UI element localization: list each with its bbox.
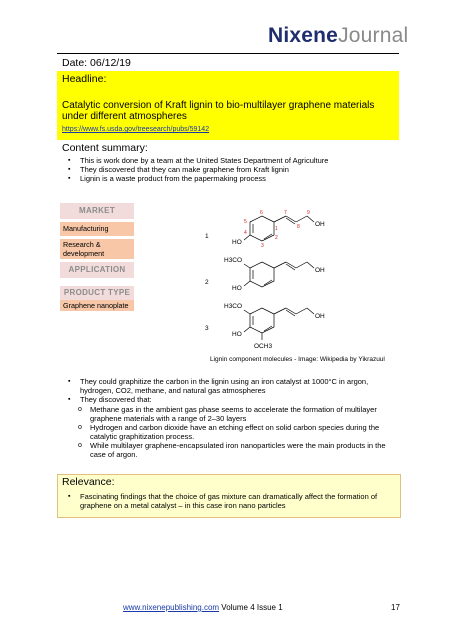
ring-number: 1	[275, 226, 278, 232]
list-item: ▪ This is work done by a team at the United States Department of Agriculture	[58, 156, 398, 165]
market-item: Manufacturing	[60, 222, 134, 236]
list-item: ▪ They discovered that they can make graphene from Kraft lignin	[58, 165, 398, 174]
list-item: ▪ Fascinating findings that the choice of gas mixture can dramatically affect the formation of graphene on a metal catalyst – in this case iron nano particles	[58, 492, 394, 510]
footer-link[interactable]: www.nixenepublishing.com	[123, 603, 220, 612]
footer-issue: Volume 4 Issue 1	[221, 603, 283, 612]
atom-label: OH	[315, 267, 325, 274]
figure-number: 2	[205, 279, 209, 286]
figure-number: 3	[205, 325, 209, 332]
market-heading: MARKET	[60, 203, 134, 219]
summary-bullets	[58, 156, 398, 183]
atom-label: HO	[232, 239, 242, 246]
atom-label: HO	[232, 331, 242, 338]
market-item: Research & development	[60, 239, 134, 259]
figure-caption: Lignin component molecules - Image: Wikipedia by Yikrazuul	[210, 356, 385, 363]
logo-brand: Nixene	[268, 24, 339, 47]
atom-label: HO	[232, 285, 242, 292]
ring-number: 5	[244, 219, 247, 225]
product-item: Graphene nanoplate	[60, 300, 134, 311]
footer	[123, 603, 283, 612]
atom-label: H3CO	[224, 303, 243, 310]
source-link[interactable]: https://www.fs.usda.gov/treesearch/pubs/59142	[62, 126, 210, 133]
lignin-molecules-figure	[200, 210, 350, 358]
list-item: o Hydrogen and carbon dioxide have an etching effect on solid carbon species during the catalytic graphitization process.	[58, 423, 398, 441]
headline-label: Headline:	[62, 73, 107, 85]
ring-number: 2	[275, 235, 278, 241]
sidebar	[60, 203, 134, 311]
list-item: ▪ They could graphitize the carbon in the lignin using an iron catalyst at 1000°C in argon, hydrogen, CO2, methane, and natural gas atmospheres	[58, 377, 398, 395]
content-summary-heading: Content summary:	[62, 142, 148, 154]
page-number: 17	[391, 603, 400, 612]
findings-bullets	[58, 377, 398, 404]
atom-label: H3CO	[224, 257, 243, 264]
relevance-bullets	[58, 492, 394, 510]
atom-label: OCH3	[254, 343, 273, 350]
ring-number: 4	[244, 230, 247, 236]
findings-sub-bullets	[58, 405, 398, 459]
application-heading: APPLICATION	[60, 262, 134, 278]
atom-label: OH	[315, 313, 325, 320]
figure-number: 1	[205, 233, 209, 240]
ring-number: 6	[260, 210, 263, 216]
atom-label: OH	[315, 221, 325, 228]
ring-number: 7	[284, 210, 287, 216]
ring-number: 8	[297, 224, 300, 230]
headline-title: Catalytic conversion of Kraft lignin to bio-multilayer graphene materials under different atmospheres	[62, 100, 375, 122]
list-item: o While multilayer graphene-encapsulated iron nanoparticles were the main products in the case of argon.	[58, 441, 398, 459]
logo-sub: Journal	[338, 24, 409, 47]
list-item: o Methane gas in the ambient gas phase seems to accelerate the formation of multilayer graphene materials with a range of 2–30 layers	[58, 405, 398, 423]
ring-number: 3	[261, 243, 264, 249]
relevance-heading: Relevance:	[62, 476, 115, 488]
ring-number: 9	[307, 210, 310, 216]
issue-date: Date: 06/12/19	[62, 57, 131, 69]
product-type-heading: PRODUCT TYPE	[60, 286, 134, 300]
list-item: ▪ Lignin is a waste product from the papermaking process	[58, 174, 398, 183]
header-rule	[57, 53, 399, 54]
list-item: ▪ They discovered that:	[58, 395, 398, 404]
journal-logo	[268, 24, 408, 48]
